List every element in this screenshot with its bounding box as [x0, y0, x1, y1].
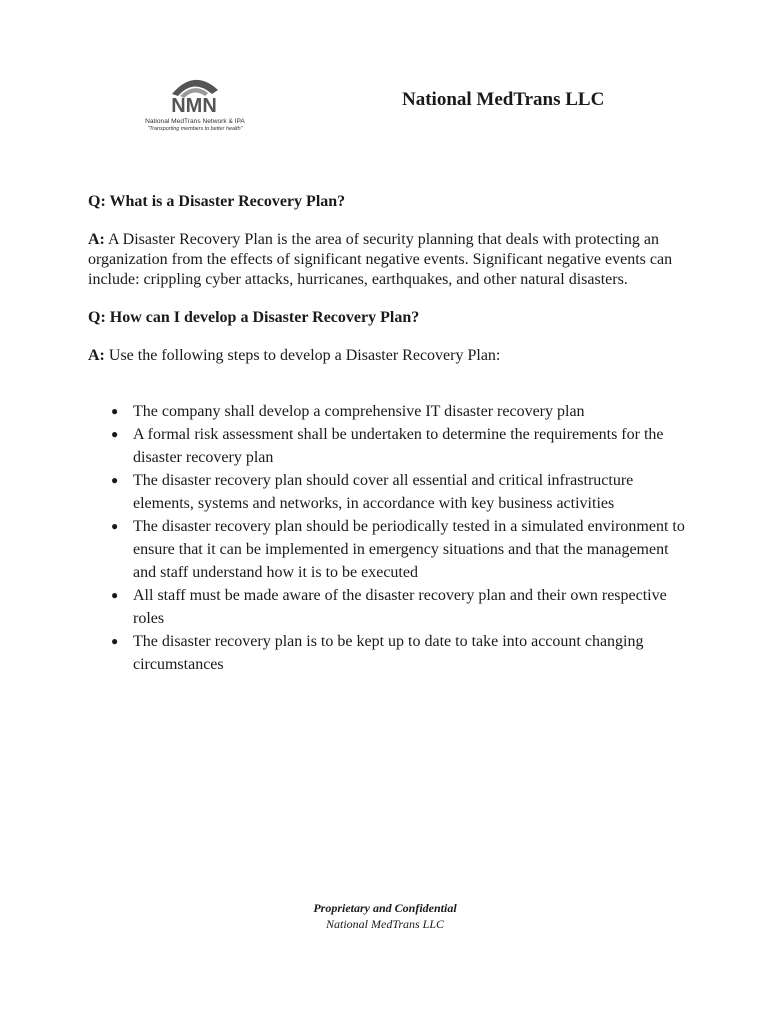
list-item-text: The company shall develop a comprehensive IT disaster recovery plan: [133, 403, 585, 420]
document-body: [88, 192, 688, 676]
logo-letters: NMN: [171, 95, 217, 117]
list-item-text: The disaster recovery plan should cover all essential and critical infrastructure elements, systems and networks, in accordance with key business activities: [133, 472, 634, 512]
answer-2-prefix: A:: [88, 347, 105, 364]
bullet-icon: ●: [111, 427, 119, 441]
answer-2: [88, 346, 688, 366]
question-2: Q: How can I develop a Disaster Recovery Plan?: [88, 309, 420, 326]
answer-2-text: Use the following steps to develop a Disaster Recovery Plan:: [104, 347, 501, 364]
logo-name-line: National MedTrans Network & IPA: [145, 118, 245, 125]
list-item: [88, 423, 688, 469]
bullet-icon: ●: [111, 634, 119, 648]
page-footer: [0, 900, 770, 932]
list-item-text: All staff must be made aware of the disaster recovery plan and their own respective roles: [133, 587, 667, 627]
footer-confidential: Proprietary and Confidential: [313, 901, 457, 915]
list-item-text: The disaster recovery plan should be periodically tested in a simulated environment to ensure that it can be implemented in emergency situations and that the management and staff understand how it is to be executed: [133, 518, 685, 581]
list-item-text: A formal risk assessment shall be undertaken to determine the requirements for the disaster recovery plan: [133, 426, 664, 466]
bullet-icon: ●: [111, 519, 119, 533]
list-item: [88, 400, 688, 423]
answer-1-prefix: A:: [88, 231, 105, 248]
answer-1: [88, 230, 688, 290]
footer-company: National MedTrans LLC: [325, 917, 445, 931]
logo-tagline: "Transporting members to better health": [147, 126, 243, 132]
answer-1-text: A Disaster Recovery Plan is the area of security planning that deals with protecting an organization from the effects of significant negative events. Significant negative events can include: crippling cyber attacks, hurricanes, earthquakes, and other natural disasters.: [88, 231, 673, 288]
company-logo: [140, 72, 260, 152]
list-item: [88, 630, 688, 676]
list-item: [88, 584, 688, 630]
nmn-logo-icon: [162, 72, 226, 118]
bullet-icon: ●: [111, 588, 119, 602]
question-1: Q: What is a Disaster Recovery Plan?: [88, 193, 346, 210]
list-item: [88, 469, 688, 515]
company-title: National MedTrans LLC: [402, 89, 605, 110]
bullet-icon: ●: [111, 404, 119, 418]
bullet-icon: ●: [111, 473, 119, 487]
list-item: [88, 515, 688, 584]
steps-list: [88, 400, 688, 676]
list-item-text: The disaster recovery plan is to be kept up to date to take into account changing circumstances: [133, 633, 644, 673]
